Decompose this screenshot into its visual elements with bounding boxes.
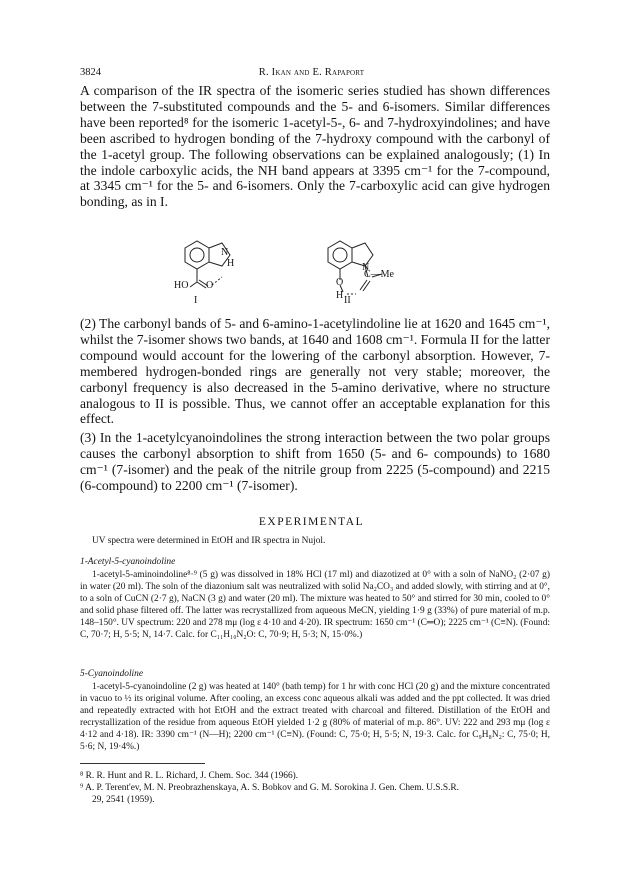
footnote-8: ⁸ R. R. Hunt and R. L. Richard, J. Chem. Soc. 344 (1966). <box>80 771 299 781</box>
atom-label: HO <box>174 280 189 291</box>
paragraph-observation-3: (3) In the 1-acetylcyanoindolines the strong interaction between the two polar groups causes the carbonyl absorption to shift from 1650 (5- and 6- compounds) to 1680 cm⁻¹ (7-isomer) and the peak of the nitrile group from 2225 (5-compound) and 2215 (6-compound) to 2200 cm⁻¹ (7-isomer). <box>80 430 550 493</box>
footnote-9-continued: 29, 2541 (1959). <box>92 795 155 805</box>
subsection-title-5-cyanoindoline: 5-Cyanoindoline <box>80 669 144 679</box>
atom-label: H <box>336 290 344 301</box>
atom-label: O <box>206 280 214 291</box>
atom-label: N <box>221 247 229 258</box>
paragraph-ir-comparison: A comparison of the IR spectra of the isomeric series studied has shown differences between the 7-substituted compounds and the 5- and 6-isomers. Similar differences have been reported⁸ for the isomeric 1-acetyl-5-, 6- and 7-hydroxyindolines; and have been ascribed to hydrogen bonding of the 7-hydroxy compound with the carbonyl of the 1-acetyl group. The following observations can be explained analogously; (1) In the indole carboxylic acids, the NH band appears at 3395 cm⁻¹ for the 7-compound, at 3345 cm⁻¹ for the 5- and 6-isomers. Only the 7-carboxylic acid can give hydrogen bonding, as in I. <box>80 83 550 210</box>
page-number: 3824 <box>80 67 101 78</box>
atom-label: C—Me <box>364 269 394 280</box>
subsection-title-1-acetyl-5-cyanoindoline: 1-Acetyl-5-cyanoindoline <box>80 557 176 567</box>
footnote-divider <box>80 763 205 764</box>
experimental-intro: UV spectra were determined in EtOH and IR spectra in Nujol. <box>92 536 326 546</box>
atom-label: N <box>362 262 370 273</box>
structure-figure <box>160 222 460 312</box>
subsection-body-5-cyanoindoline: 1-acetyl-5-cyanoindoline (2 g) was heated at 140° (bath temp) for 1 hr with conc HCl (20 g) and the mixture concentrated in vacuo to ½ its original volume. After cooling, an excess conc aqueous alkali was added and the ppt collected. It was dried and repeatedly extracted with hot EtOH and the extract treated with charcoal and filtered. Distillation of the EtOH and recrystallization of the residue from aqueous EtOH yielded 1·2 g (80% of material of m.p. 86°. UV: 222 and 293 mμ (log ε 4·12 and 4·18). IR: 3390 cm⁻¹ (N—H); 2200 cm⁻¹ (C≡N). (Found: C, 75·0; H, 5·5; N, 19·3. Calc. for C₉H₈N₂: C, 75·0; H, 5·6; N, 19·4%.) <box>80 682 550 753</box>
atom-label: O <box>336 277 344 288</box>
paragraph-observation-2: (2) The carbonyl bands of 5- and 6-amino-1-acetylindoline lie at 1620 and 1645 cm⁻¹, whilst the 7-isomer shows two bands, at 1640 and 1608 cm⁻¹. Formula II for the latter compound would account for the lowering of the carbonyl absorption. However, 7-membered hydrogen-bonded rings are generally not very stable; moreover, the carbonyl frequency is also decreased in the 5-amino derivative, where no structure analogous to II is possible. Thus, we cannot offer an acceptable explanation for this effect. <box>80 316 550 427</box>
running-header-authors: R. Ikan and E. Rapaport <box>258 67 365 78</box>
subsection-body-1-acetyl-5-cyanoindoline: 1-acetyl-5-aminoindoline⁸·⁹ (5 g) was dissolved in 18% HCl (17 ml) and diazotized at 0° with a soln of NaNO₂ (2·07 g) in water (20 ml). The soln of the diazonium salt was neutralized with solid Na₂CO₃ and added slowly, with stirring and at 0°, to a soln of CuCN (2·7 g), NaCN (3 g) and water (20 ml). The mixture was heated to 50° and stirred for 30 min, cooled to 0° and solid phase filtered off. The latter was recrystallized from aqueous MeCN, yielding 1·9 g (33%) of pure material of m.p. 148–150°. UV spectrum: 220 and 278 mμ (log ε 4·10 and 4·20). IR spectrum: 1650 cm⁻¹ (C═O); 2225 cm⁻¹ (C≡N). (Found: C, 70·7; H, 5·5; N, 14·7. Calc. for C₁₁H₁₀N₂O: C, 70·9; H, 5·3; N, 15·0%.) <box>80 570 550 641</box>
structure-II-label: II <box>344 295 351 306</box>
structure-I-label: I <box>194 295 198 306</box>
structure-drawings <box>160 222 460 312</box>
footnote-9: ⁹ A. P. Terent'ev, M. N. Preobrazhenskaya, A. S. Bobkov and G. M. Sorokina J. Gen. Chem. U.S.S.R. <box>80 783 460 793</box>
atom-label: H <box>227 258 235 269</box>
section-heading-experimental: EXPERIMENTAL <box>258 516 365 528</box>
